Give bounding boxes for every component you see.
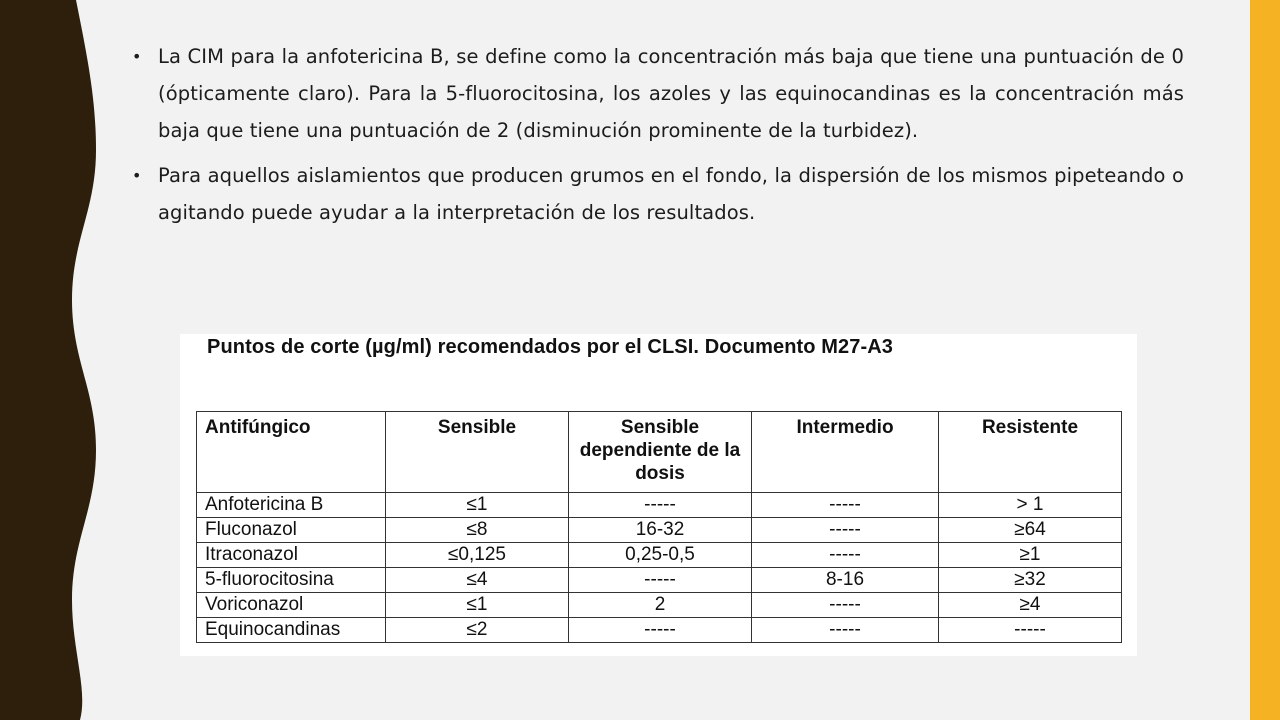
cell-intermedio: -----	[752, 543, 939, 568]
table-row	[197, 593, 1122, 618]
header-sensible-dosis: Sensible dependiente de la dosis	[569, 412, 752, 493]
cell-resistente: ≥32	[939, 568, 1122, 593]
cell-intermedio: -----	[752, 618, 939, 643]
bullet-list	[132, 38, 1184, 239]
cell-resistente: > 1	[939, 493, 1122, 518]
cell-resistente: ≥1	[939, 543, 1122, 568]
table-row	[197, 518, 1122, 543]
bullet-item	[132, 157, 1184, 231]
cell-sdd: -----	[569, 568, 752, 593]
cell-sdd: -----	[569, 493, 752, 518]
cell-sdd: 2	[569, 593, 752, 618]
header-intermedio: Intermedio	[752, 412, 939, 493]
cell-intermedio: -----	[752, 493, 939, 518]
header-antifungico: Antifúngico	[197, 412, 386, 493]
table-image-panel	[180, 334, 1137, 656]
bullet-text: La CIM para la anfotericina B, se define como la concentración más baja que tiene una puntuación de 0 (ópticamente claro). Para la 5-fluorocitosina, los azoles y las equinocandinas es la concentración más baja que tiene una puntuación de 2 (disminución prominente de la turbidez).	[158, 45, 1184, 142]
cell-sensible: ≤0,125	[386, 543, 569, 568]
cell-antifungico: Fluconazol	[197, 518, 386, 543]
bullet-item	[132, 38, 1184, 149]
cell-resistente: ≥64	[939, 518, 1122, 543]
left-wave-band	[0, 0, 100, 720]
cell-sensible: ≤1	[386, 493, 569, 518]
cell-intermedio: -----	[752, 593, 939, 618]
cell-antifungico: Equinocandinas	[197, 618, 386, 643]
cell-sensible: ≤2	[386, 618, 569, 643]
right-accent-stripe	[1250, 0, 1280, 720]
cell-antifungico: Itraconazol	[197, 543, 386, 568]
cell-antifungico: Anfotericina B	[197, 493, 386, 518]
table-row	[197, 568, 1122, 593]
cell-intermedio: 8-16	[752, 568, 939, 593]
cell-resistente: ≥4	[939, 593, 1122, 618]
bullet-text: Para aquellos aislamientos que producen grumos en el fondo, la dispersión de los mismos pipeteando o agitando puede ayudar a la interpretación de los resultados.	[158, 164, 1184, 224]
table-row	[197, 543, 1122, 568]
header-sensible: Sensible	[386, 412, 569, 493]
table-row	[197, 618, 1122, 643]
bullet-dot: •	[132, 166, 142, 185]
table-title: Puntos de corte (µg/ml) recomendados por el CLSI. Documento M27-A3	[207, 336, 893, 358]
breakpoints-table	[196, 411, 1122, 643]
cell-sdd: 0,25-0,5	[569, 543, 752, 568]
header-resistente: Resistente	[939, 412, 1122, 493]
table-header-row	[197, 412, 1122, 493]
table-row	[197, 493, 1122, 518]
cell-sdd: 16-32	[569, 518, 752, 543]
cell-sensible: ≤1	[386, 593, 569, 618]
bullet-dot: •	[132, 47, 142, 66]
cell-sensible: ≤8	[386, 518, 569, 543]
cell-sensible: ≤4	[386, 568, 569, 593]
cell-resistente: -----	[939, 618, 1122, 643]
cell-antifungico: Voriconazol	[197, 593, 386, 618]
cell-sdd: -----	[569, 618, 752, 643]
cell-intermedio: -----	[752, 518, 939, 543]
cell-antifungico: 5-fluorocitosina	[197, 568, 386, 593]
